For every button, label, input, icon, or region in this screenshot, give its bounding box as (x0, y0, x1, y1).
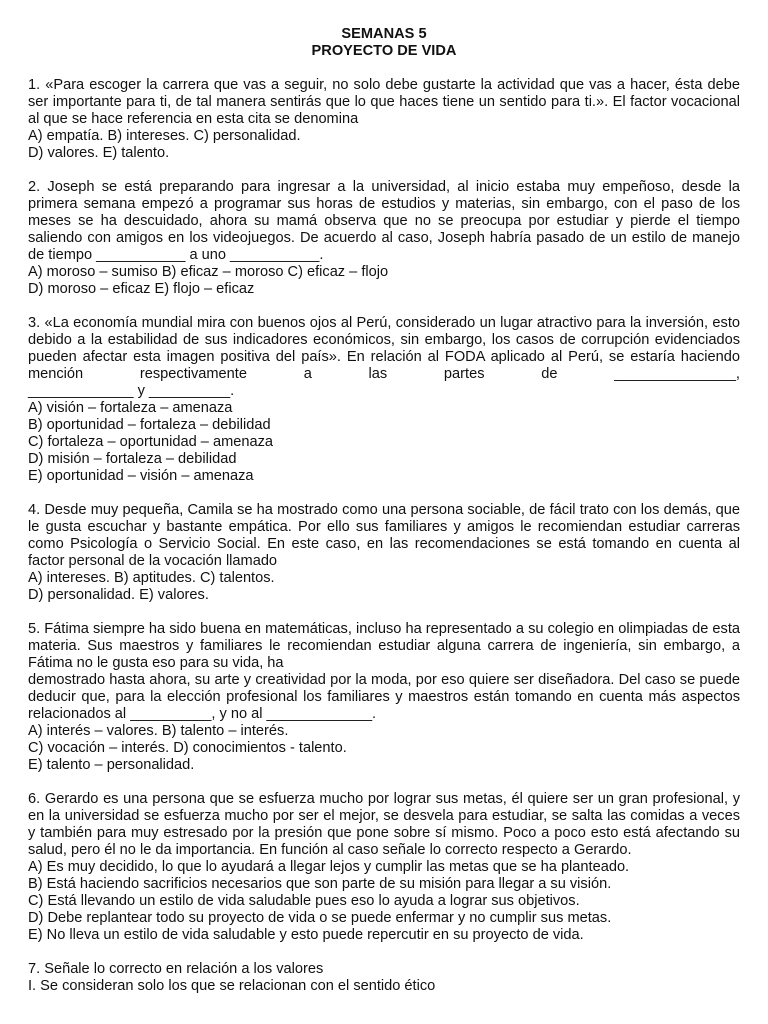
question-3-option-c: C) fortaleza – oportunidad – amenaza (28, 434, 274, 450)
question-3-option-a: A) visión – fortaleza – amenaza (28, 400, 233, 416)
question-6-option-b: B) Está haciendo sacrificios necesarios que son parte de su misión para llegar a su visión. (28, 876, 612, 892)
question-4-options-line-2: D) personalidad. E) valores. (28, 587, 209, 603)
question-3-option-e: E) oportunidad – visión – amenaza (28, 468, 254, 484)
question-1-options-line-1: A) empatía. B) intereses. C) personalidad. (28, 128, 301, 144)
question-6 (28, 791, 740, 944)
question-4 (28, 502, 740, 604)
question-6-stem: 6. Gerardo es una persona que se esfuerza mucho por lograr sus metas, él quiere ser un gran profesional, y en la universidad se esfuerza mucho por ser el mejor, se desvela para estudiar, se salta las comidas a veces y también para muy estresado por la presión que pone sobre sí mismo. Poco a poco esto está afectando su salud, pero él no le da importancia. En función al caso señale lo correcto respecto a Gerardo. (28, 791, 740, 858)
question-3-option-b: B) oportunidad – fortaleza – debilidad (28, 417, 271, 433)
question-1-options-line-2: D) valores. E) talento. (28, 145, 170, 161)
question-4-stem: 4. Desde muy pequeña, Camila se ha mostrado como una persona sociable, de fácil trato con los demás, que le gusta escuchar y bastante empática. Por ello sus familiares y amigos le recomiendan estudiar carreras como Psicología o Servicio Social. En este caso, en las recomendaciones se está tomando en cuenta al factor personal de la vocación llamado (28, 502, 740, 569)
question-4-options-line-1: A) intereses. B) aptitudes. C) talentos. (28, 570, 275, 586)
question-2-stem: 2. Joseph se está preparando para ingresar a la universidad, al inicio estaba muy empeñoso, desde la primera semana empezó a programar sus horas de estudios y materias, sin embargo, con el paso de los meses se ha descuidado, ahora su mamá observa que no se preocupa por estudiar y pierde el tiempo saliendo con amigos en los videojuegos. De acuerdo al caso, Joseph habría pasado de un estilo de manejo de tiempo ___________ a uno ___________. (28, 179, 740, 263)
question-6-option-e: E) No lleva un estilo de vida saludable y esto puede repercutir en su proyecto de vida. (28, 927, 584, 943)
question-3-stem-blanks: _____________ y __________. (28, 383, 235, 399)
question-6-option-a: A) Es muy decidido, lo que lo ayudará a llegar lejos y cumplir las metas que se ha planteado. (28, 859, 630, 875)
question-6-option-d: D) Debe replantear todo su proyecto de vida o se puede enfermar y no cumplir sus metas. (28, 910, 612, 926)
question-5-stem-part-2: demostrado hasta ahora, su arte y creatividad por la moda, por eso quiere ser diseñadora. Del caso se puede deducir que, para la elección profesional los familiares y maestros están tomando en cuenta más aspectos relacionados al __________, y no al _____________. (28, 672, 740, 722)
question-1 (28, 77, 740, 162)
question-5-options-line-3: E) talento – personalidad. (28, 757, 195, 773)
question-2-options-line-1: A) moroso – sumiso B) eficaz – moroso C) eficaz – flojo (28, 264, 389, 280)
document-title (28, 26, 740, 60)
question-3-option-d: D) misión – fortaleza – debilidad (28, 451, 237, 467)
question-7 (28, 961, 740, 995)
question-5-options-line-2: C) vocación – interés. D) conocimientos - talento. (28, 740, 347, 756)
question-6-option-c: C) Está llevando un estilo de vida saludable pues eso lo ayuda a lograr sus objetivos. (28, 893, 580, 909)
week-heading: SEMANAS 5 (341, 26, 427, 42)
question-3 (28, 315, 740, 485)
question-5-stem-part-1: 5. Fátima siempre ha sido buena en matemáticas, incluso ha representado a su colegio en olimpiadas de esta materia. Sus maestros y familiares le recomiendan estudiar alguna carrera de ingeniería, sin embargo, a Fátima no le gusta eso para su vida, ha (28, 621, 740, 671)
question-7-stem: 7. Señale lo correcto en relación a los valores (28, 961, 324, 977)
question-2-options-line-2: D) moroso – eficaz E) flojo – eficaz (28, 281, 255, 297)
question-2 (28, 179, 740, 298)
question-5 (28, 621, 740, 774)
question-7-statement-1: I. Se consideran solo los que se relacionan con el sentido ético (28, 978, 436, 994)
question-1-stem: 1. «Para escoger la carrera que vas a seguir, no solo debe gustarte la actividad que vas a hacer, ésta debe ser importante para ti, de tal manera sentirás que lo que haces tiene un sentido para ti.». El factor vocacional al que se hace referencia en esta cita se denomina (28, 77, 740, 127)
question-3-stem: 3. «La economía mundial mira con buenos ojos al Perú, considerado un lugar atractivo para la inversión, esto debido a la estabilidad de sus indicadores económicos, sin embargo, los casos de corrupción evidenciados pueden afectar esta imagen positiva del país». En relación al FODA aplicado al Perú, se estaría haciendo mención respectivamente a las partes de _______________, (28, 315, 740, 382)
topic-heading: PROYECTO DE VIDA (311, 43, 457, 59)
question-5-options-line-1: A) interés – valores. B) talento – interés. (28, 723, 289, 739)
